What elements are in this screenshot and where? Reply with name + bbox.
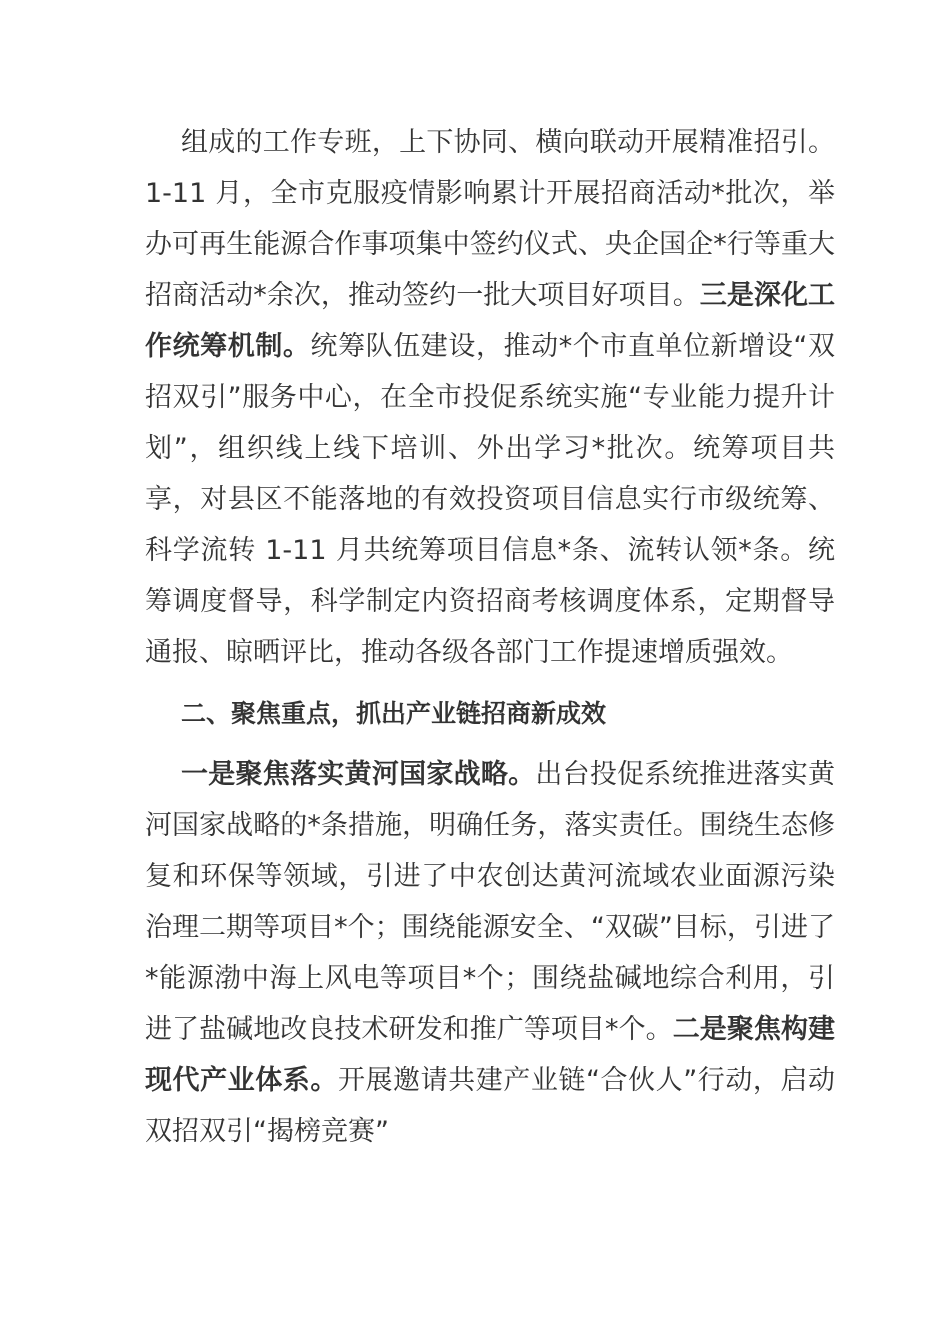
paragraph-text: 统筹队伍建设，推动*个市直单位新增设“双招双引”服务中心，在全市投促系统实施“专业能力提升计划”，组织线上线下培训、外出学习*批次。统筹项目共享，对县区不能落地的有效投资项目信息实行市级统筹、科学流转 1-11 月共统筹项目信息*条、流转认领*条。统筹调度督导，科学制定内资招商考核调度体系，定期督导通报、晾晒评比，推动各级各部门工作提速增质强效。 <box>145 331 835 668</box>
section-heading: 二、聚焦重点，抓出产业链招商新成效 <box>181 699 607 728</box>
paragraph-mechanism <box>145 117 835 678</box>
paragraph-text: 开展邀请共建产业链“合伙人”行动，启动双招双引“揭榜竞赛” <box>145 1065 836 1147</box>
paragraph-yellow-river <box>145 749 835 1157</box>
bold-lead-text: 三是深化工作统筹机制。 <box>145 280 836 362</box>
bold-lead-text: 一是聚焦落实黄河国家战略。 <box>181 759 536 790</box>
paragraph-text: 出台投促系统推进落实黄河国家战略的*条措施，明确任务，落实责任。围绕生态修复和环保等领域，引进了中农创达黄河流域农业面源污染治理二期等项目*个；围绕能源安全、“双碳”目标，引进了*能源渤中海上风电等项目*个；围绕盐碱地综合利用，引进了盐碱地改良技术研发和推广等项目*个。 <box>145 759 835 1045</box>
paragraph-text: 组成的工作专班，上下协同、横向联动开展精准招引。1-11 月，全市克服疫情影响累计开展招商活动*批次，举办可再生能源合作事项集中签约仪式、央企国企*行等重大招商活动*余次，推动签约一批大项目好项目。 <box>145 127 835 311</box>
bold-lead-text: 二是聚焦构建现代产业体系。 <box>145 1014 836 1096</box>
document-page <box>145 117 835 1157</box>
